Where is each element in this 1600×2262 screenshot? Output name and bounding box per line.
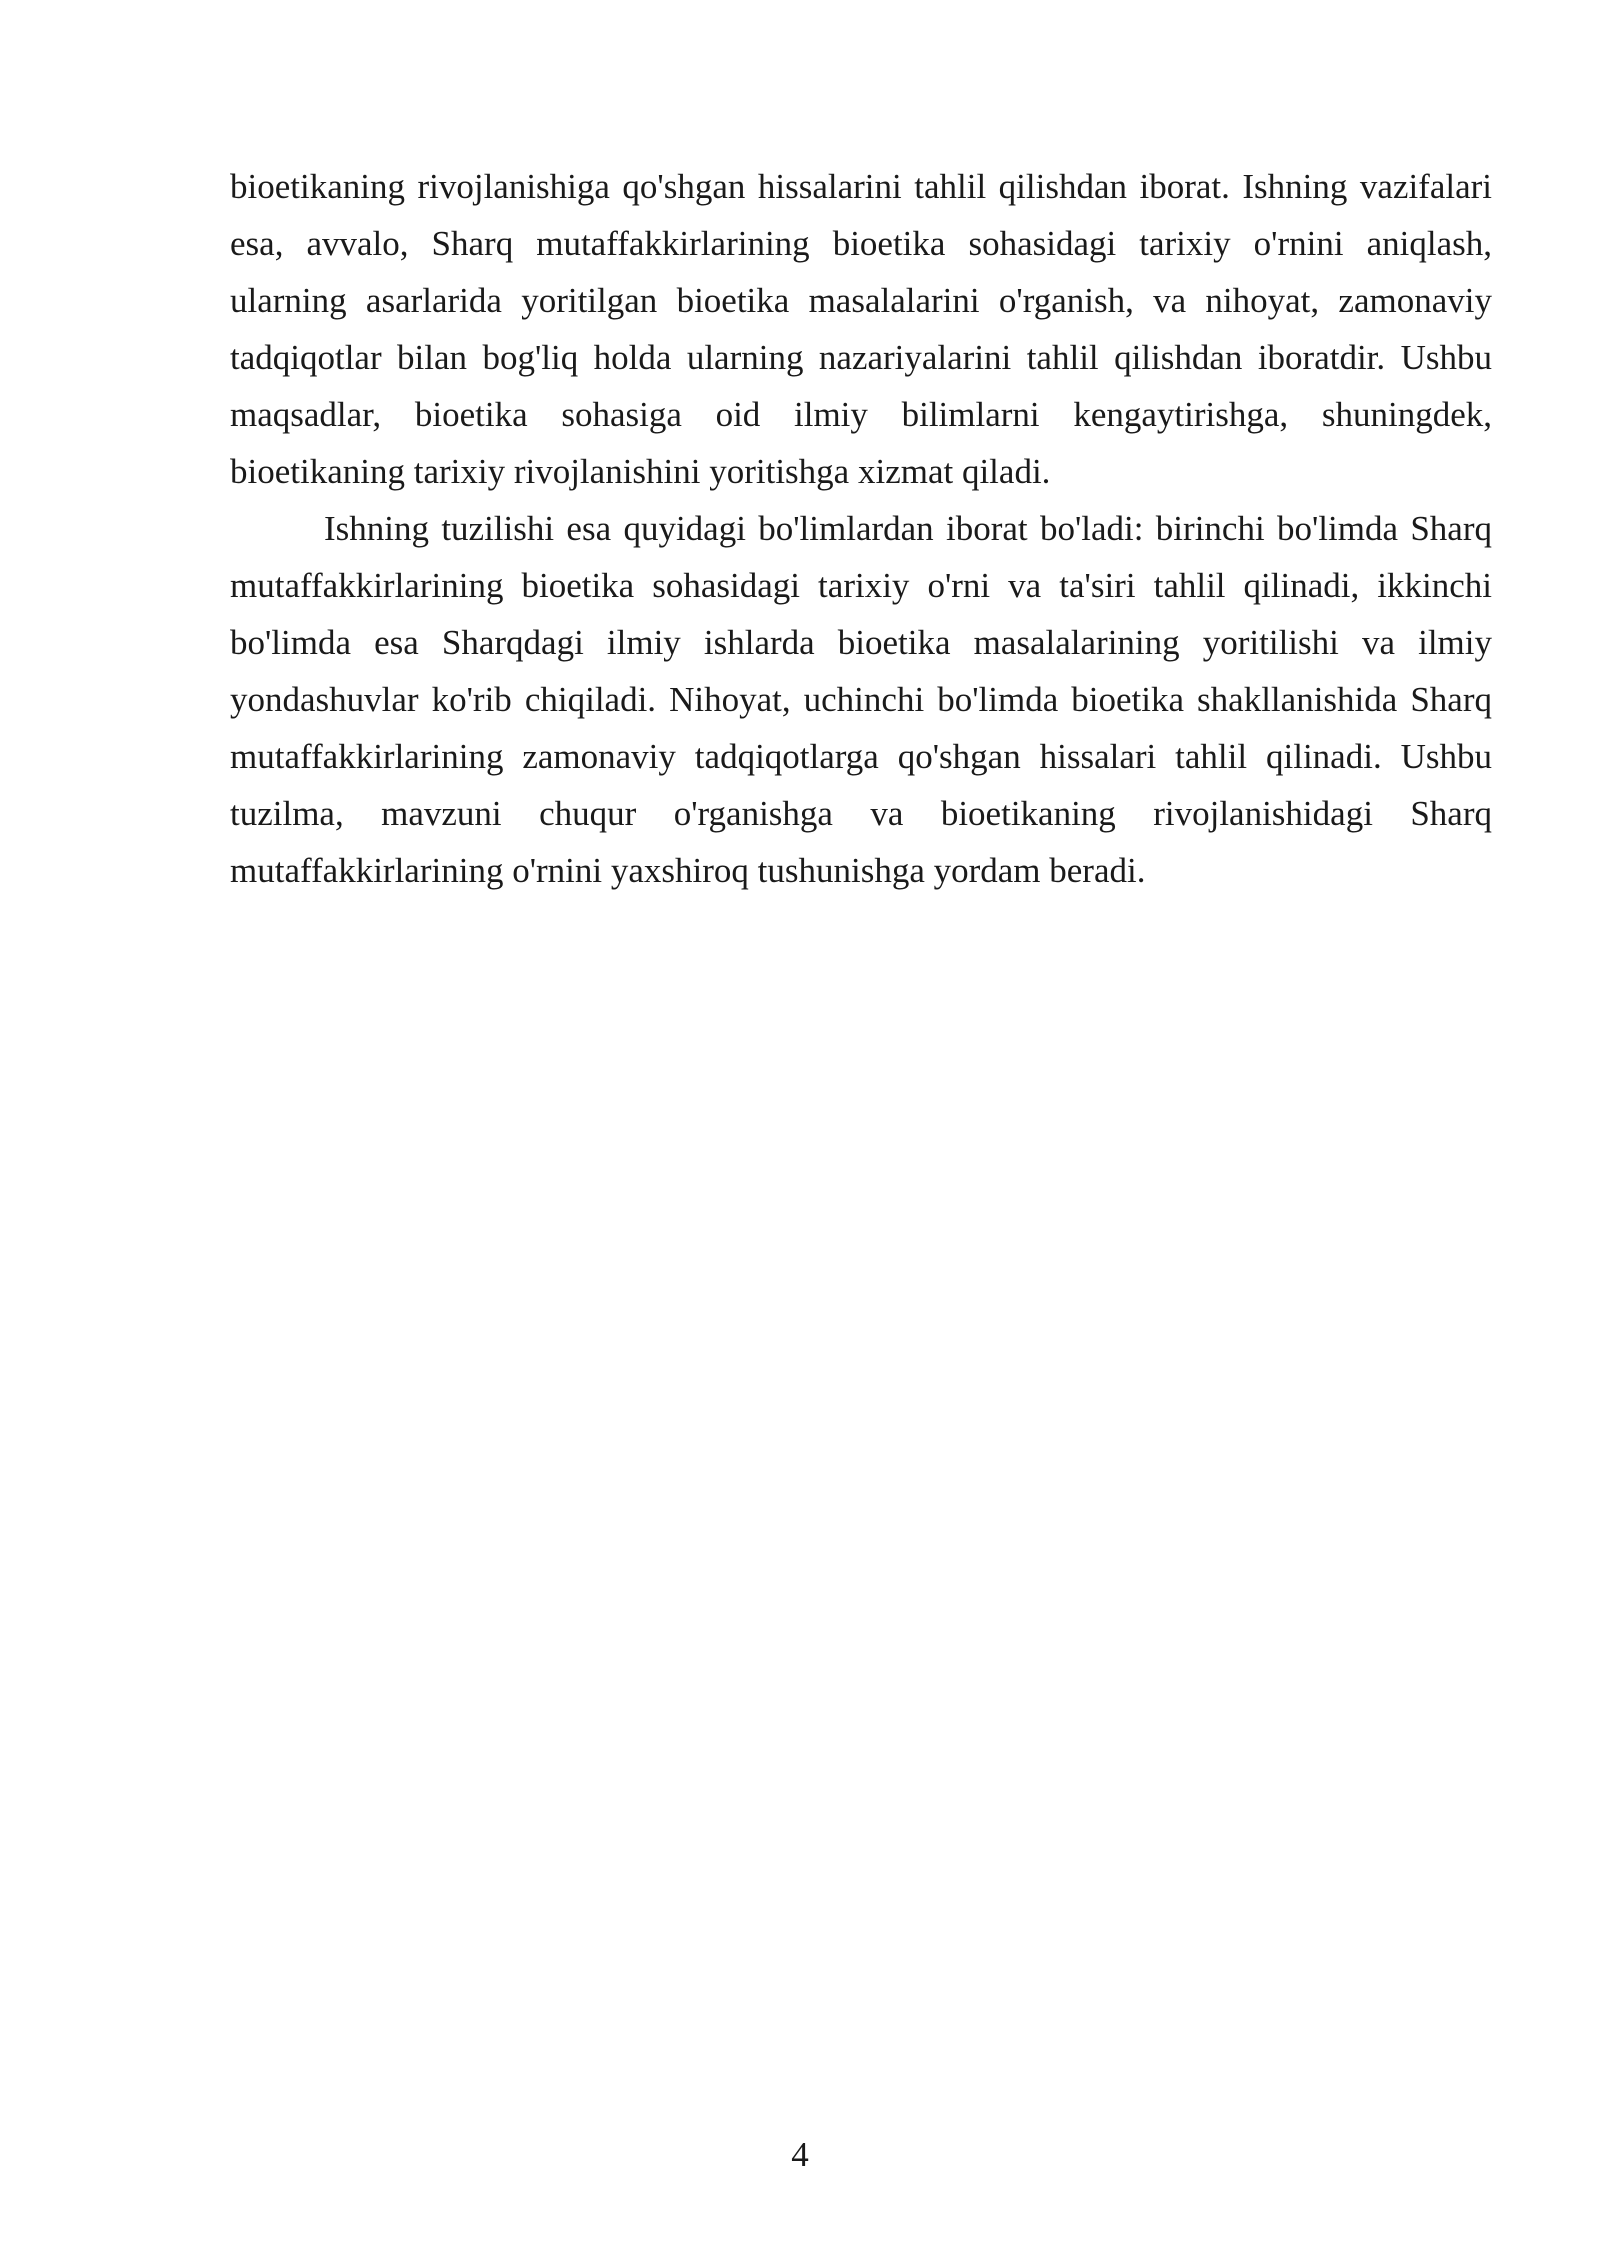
document-body	[230, 158, 1492, 899]
page-number: 4	[791, 2135, 809, 2174]
paragraph-structure: Ishning tuzilishi esa quyidagi bo'limlardan iborat bo'ladi: birinchi bo'limda Sharq mutaffakkirlarining bioetika sohasidagi tarixiy o'rni va ta'siri tahlil qilinadi, ikkinchi bo'limda esa Sharqdagi ilmiy ishlarda bioetika masalalarining yoritilishi va ilmiy yondashuvlar ko'rib chiqiladi. Nihoyat, uchinchi bo'limda bioetika shakllanishida Sharq mutaffakkirlarining zamonaviy tadqiqotlarga qo'shgan hissalari tahlil qilinadi. Ushbu tuzilma, mavzuni chuqur o'rganishga va bioetikaning rivojlanishidagi Sharq mutaffakkirlarining o'rnini yaxshiroq tushunishga yordam beradi.	[230, 509, 1492, 890]
paragraph-continuation: bioetikaning rivojlanishiga qo'shgan hissalarini tahlil qilishdan iborat. Ishning vazifalari esa, avvalo, Sharq mutaffakkirlarining bioetika sohasidagi tarixiy o'rnini aniqlash, ularning asarlarida yoritilgan bioetika masalalarini o'rganish, va nihoyat, zamonaviy tadqiqotlar bilan bog'liq holda ularning nazariyalarini tahlil qilishdan iboratdir. Ushbu maqsadlar, bioetika sohasiga oid ilmiy bilimlarni kengaytirishga, shuningdek, bioetikaning tarixiy rivojlanishini yoritishga xizmat qiladi.	[230, 167, 1492, 491]
